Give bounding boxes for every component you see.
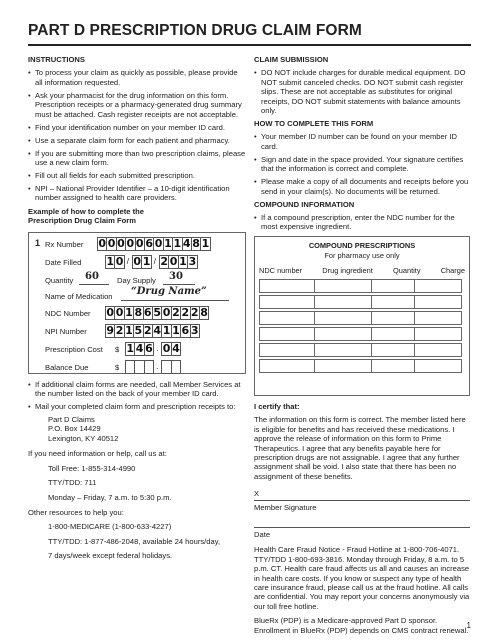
compound-box-title: COMPOUND PRESCRIPTIONS [308,240,416,250]
date-separator: / [153,256,157,266]
digit-box [171,360,181,374]
compound-table-grid [259,279,465,375]
compound-table-cell[interactable] [259,327,315,341]
digit-box: 2 [181,305,190,319]
compound-table-cell[interactable] [259,311,315,325]
digit-box: 0 [154,236,163,250]
certify-heading: I certify that: [254,401,300,411]
date-separator: / [126,256,130,266]
digit-box: 5 [134,323,143,337]
digit-box: 8 [200,305,208,319]
compound-table-cell[interactable] [371,311,415,325]
how-item: • Please make a copy of all documents and receipts before you send in your claim(s). No documents will be returned. [254,177,470,196]
digit-box: 0 [117,236,125,250]
compound-table-cell[interactable] [371,295,415,309]
balance-boxes [125,360,180,374]
digit-box: 1 [125,323,133,337]
digit-box: 0 [126,236,135,250]
date-label: Date [254,529,271,539]
title-divider [28,44,471,46]
balance-label: Balance Due [45,362,89,372]
npi-boxes [105,324,199,338]
instruction-item: • Fill out all fields for each submitted prescription. [28,171,246,180]
ndc-row [35,306,239,320]
example-title: Example of how to complete the Prescription Drug Claim Form [28,206,145,226]
help-intro: If you need information or help, call us at: [28,449,167,459]
digit-box: 2 [160,254,169,268]
cost-row [35,342,239,356]
digit-box: 1 [201,236,210,250]
digit-box: 0 [162,305,171,319]
digit-box: 4 [182,236,191,250]
compound-table-cell[interactable] [259,295,315,309]
compound-table-cell[interactable] [314,343,372,357]
example-claim-box [28,232,246,374]
digit-box: 6 [145,236,153,250]
digit-box: 6 [145,341,153,355]
digit-box: 6 [181,323,190,337]
compound-table-cell[interactable] [259,343,315,357]
digit-box: 2 [143,323,152,337]
quantity-label: Quantity [45,275,74,285]
digit-box: 3 [188,254,197,268]
digit-box: 0 [115,254,124,268]
compound-table-cell[interactable] [371,327,415,341]
date-filled-label: Date Filled [45,257,82,267]
instruction-item: • To process your claim as quickly as possible, please provide all information requested. [28,68,246,87]
digit-box: 4 [153,323,161,337]
compound-table-row [259,359,465,373]
digit-box: 1 [106,254,115,268]
page-title: PART D PRESCRIPTION DRUG CLAIM FORM [28,22,362,39]
compound-table-cell[interactable] [314,295,372,309]
other-intro: Other resources to help you: [28,507,124,517]
quantity-row [35,270,239,287]
compound-table-row [259,311,465,325]
date-line[interactable] [254,516,470,528]
compound-table-row [259,343,465,357]
instruction-item: • If you are submitting more than two prescription claims, please use a new claim form. [28,149,246,168]
how-heading: HOW TO COMPLETE THIS FORM [254,119,374,129]
day-supply-label: Day Supply [117,275,156,285]
compound-table-cell[interactable] [259,279,315,293]
page-number: 1 [466,621,471,630]
rx-number-label: Rx Number [45,239,84,249]
digit-box: 2 [115,323,124,337]
digit-box: 9 [106,323,115,337]
compound-table-cell[interactable] [259,359,315,373]
certify-text: The information on this form is correct. The member listed here is eligible for benefits and has received these medications. I approve the release of information on this form to Prime Therapeutics. I agree that any benefits payable here for prescription drugs are not assignable. I agree that any further assignment shall be void. I also state that there has been no assignment of these benefits. [254,415,466,481]
digit-box: 8 [134,305,143,319]
compound-table-row [259,327,465,341]
compound-table-cell[interactable] [314,311,372,325]
claim-item: • DO NOT include charges for durable medical equipment. DO NOT submit canceled checks. DO NOT submit cash register slips. These are not acceptable as substitutes for original receipts, DO NOT submit statements with balance amounts only. [254,68,470,115]
digit-box: 1 [172,323,180,337]
compound-table-cell[interactable] [314,327,372,341]
medication-label: Name of Medication [45,291,113,301]
compound-table-row [259,295,465,309]
digit-box: 2 [172,305,180,319]
other-lines: 1-800-MEDICARE (1-800-633-4227) TTY/TDD: 1-877-486-2048, available 24 hours/day, 7 days/week except federal holidays. [48,522,221,561]
compound-table-cell[interactable] [414,311,462,325]
compound-table-cell[interactable] [414,327,462,341]
npi-label: NPI Number [45,326,87,336]
signature-label: Member Signature [254,502,317,512]
how-item: • Sign and date in the space provided. Your signature certifies that the information is correct and complete. [254,155,470,174]
bluerx-notice: BlueRx (PDP) is a Medicare-approved Part D sponsor. Enrollment in BlueRx (PDP) depends on CMS contract renewal. [254,616,469,635]
claim-row-number: 1 [35,237,41,248]
date-month-boxes [105,255,124,269]
digit-box: 0 [107,236,116,250]
instruction-item: • Use a separate claim form for each patient and pharmacy. [28,136,246,145]
currency-sign: $ [115,344,120,354]
date-filled-boxes [105,255,197,269]
compound-table-cell[interactable] [414,359,462,373]
digit-box: 4 [172,341,180,355]
date-year-boxes [159,255,197,269]
compound-table-cell[interactable] [414,295,462,309]
right-column [254,52,470,640]
compound-table-header [259,266,465,275]
npi-row [35,324,239,338]
mailing-item: • If additional claim forms are needed, call Member Services at the number listed on the back of your member ID card. [28,380,246,399]
compound-table-cell[interactable] [371,359,415,373]
column-header: NDC number [259,265,303,275]
day-supply-value: 30 [169,270,183,282]
digit-box: 3 [190,323,199,337]
digit-box: 0 [135,236,144,250]
digit-box: 0 [169,254,178,268]
ndc-label: NDC Number [45,308,91,318]
balance-row [35,360,239,374]
rx-number-boxes [97,237,210,251]
signature-line[interactable] [254,499,470,501]
digit-box: 5 [153,305,161,319]
quantity-value: 60 [85,270,99,282]
digit-box: 1 [164,236,172,250]
compound-table-cell[interactable] [414,343,462,357]
compound-table-cell[interactable] [314,359,372,373]
cost-label: Prescription Cost [45,344,103,354]
instructions-heading: INSTRUCTIONS [28,55,85,64]
medication-row [35,285,239,303]
x-mark: X [254,489,260,499]
digit-box: 8 [192,236,200,250]
digit-box: 1 [179,254,187,268]
compound-table-cell[interactable] [314,279,372,293]
compound-prescriptions-box [254,236,470,396]
compound-table-row [259,279,465,293]
date-filled-row [35,255,239,269]
digit-box: 1 [126,341,135,355]
compound-item: • If a compound prescription, enter the NDC number for the most expensive ingredient. [254,213,470,232]
instruction-item: • NPI – National Provider Identifier – a 10-digit identification number assigned to health care providers. [28,184,246,203]
medication-value: “Drug Name” [131,285,207,297]
digit-box: 0 [106,305,115,319]
digit-box: 1 [142,254,151,268]
instruction-item: • Find your identification number on your member ID card. [28,123,246,132]
digit-box: 6 [143,305,152,319]
ndc-boxes [105,306,208,320]
digit-box: 1 [162,323,171,337]
digit-box: 0 [133,254,142,268]
compound-heading: COMPOUND INFORMATION [254,199,355,209]
compound-box-subtitle: For pharmacy use only [324,251,400,261]
help-lines: Toll Free: 1-855-314-4990 TTY/TDD: 711 Monday – Friday, 7 a.m. to 5:30 p.m. [48,463,172,502]
decimal-point: . [156,361,159,371]
how-item: • Your member ID number can be found on your member ID card. [254,132,470,151]
compound-table-cell[interactable] [414,279,462,293]
compound-table-cell[interactable] [371,279,415,293]
mailing-list [28,380,246,412]
digit-box: 4 [135,341,144,355]
instructions-list [28,68,246,202]
column-header: Charge [440,265,465,275]
digit-box: 1 [173,236,182,250]
decimal-point: . [156,343,159,353]
digit-box: 0 [98,236,107,250]
claim-heading: CLAIM SUBMISSION [254,55,329,64]
column-header: Drug ingredient [322,265,373,275]
digit-box: 1 [125,305,133,319]
cost-boxes [125,342,180,356]
rx-number-row [35,237,239,251]
digit-box: 0 [162,341,171,355]
compound-table-cell[interactable] [371,343,415,357]
date-day-boxes [132,255,151,269]
column-header: Quantity [393,265,421,275]
digit-box: 2 [190,305,199,319]
instruction-item: • Ask your pharmacist for the drug information on this form. Prescription receipts or a pharmacy-generated drug summary must be attached. Cash register receipts are not acceptable. [28,91,246,119]
digit-box: 0 [115,305,124,319]
currency-sign: $ [115,362,120,372]
mailing-item: • Mail your completed claim form and prescription receipts to: [28,402,246,411]
mailing-address: Part D Claims P.O. Box 14429 Lexington, KY 40512 [48,415,119,443]
left-column [28,52,246,567]
fraud-notice: Health Care Fraud Notice - Fraud Hotline at 1-800-706-4071. TTY/TDD 1-800-693-3816. Monday through Friday, 8 a.m. to 5 p.m. CT. Health care fraud affects us all and causes an increase in health care costs. If you know or suspect any type of health care insurance fraud, please call us at the fraud hotline. All calls are confidential. You may report your concerns anonymously via our toll free hotline. [254,545,470,611]
